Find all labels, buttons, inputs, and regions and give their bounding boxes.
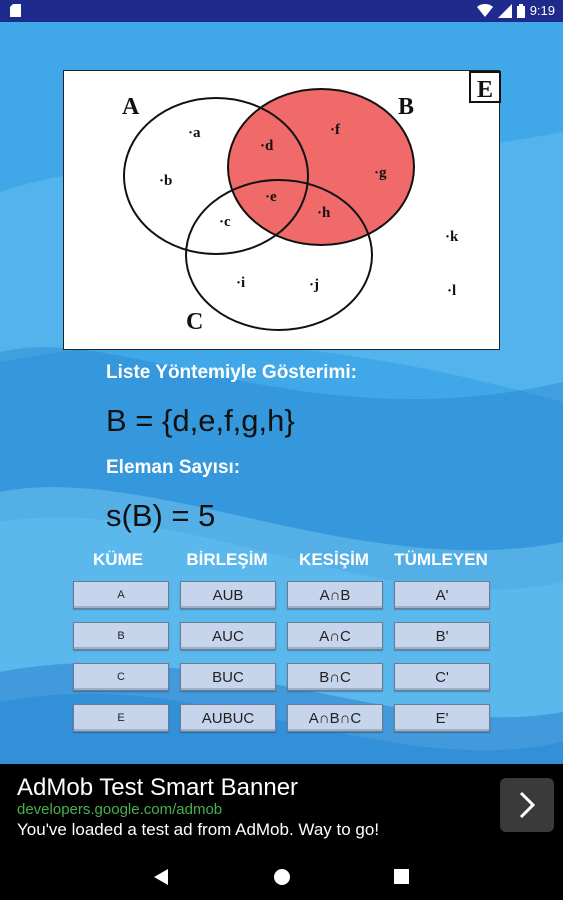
element-c: ·c	[219, 214, 231, 230]
complement-c-button[interactable]: C'	[394, 663, 490, 691]
signal-icon	[498, 4, 512, 18]
intersection-bc-button[interactable]: B∩C	[287, 663, 383, 691]
intersection-ac-button[interactable]: A∩C	[287, 622, 383, 650]
element-count-value: s(B) = 5	[106, 498, 216, 533]
battery-icon	[517, 4, 525, 18]
set-e-button[interactable]: E	[73, 704, 169, 732]
status-bar	[0, 0, 563, 22]
set-b-label: B	[398, 94, 415, 120]
element-i: ·i	[236, 275, 246, 291]
set-a-label: A	[122, 94, 140, 120]
element-d: ·d	[260, 138, 274, 154]
union-bc-button[interactable]: BUC	[180, 663, 276, 691]
column-header-kume: KÜME	[92, 550, 144, 569]
intersection-abc-button[interactable]: A∩B∩C	[287, 704, 383, 732]
ad-banner[interactable]	[0, 764, 563, 854]
ad-description: You've loaded a test ad from AdMob. Way to go!	[17, 820, 380, 839]
element-k: ·k	[445, 229, 459, 245]
list-method-heading: Liste Yöntemiyle Gösterimi:	[106, 362, 357, 383]
wifi-icon	[477, 4, 493, 18]
home-icon[interactable]	[273, 868, 291, 886]
clock: 9:19	[529, 3, 555, 18]
complement-a-button[interactable]: A'	[394, 581, 490, 609]
recents-icon[interactable]	[394, 869, 409, 884]
ad-link[interactable]: developers.google.com/admob	[17, 801, 223, 818]
universe-label: E	[477, 77, 494, 103]
chevron-right-icon	[516, 790, 538, 820]
system-icons	[477, 3, 555, 18]
union-ac-button[interactable]: AUC	[180, 622, 276, 650]
element-l: ·l	[447, 283, 457, 299]
element-h: ·h	[317, 205, 331, 221]
list-method-value: B = {d,e,f,g,h}	[106, 403, 295, 438]
column-header-kesisim: KESİŞİM	[299, 550, 369, 569]
element-b: ·b	[159, 173, 173, 189]
navigation-bar	[0, 854, 563, 900]
element-j: ·j	[309, 277, 320, 293]
ad-open-button[interactable]	[500, 778, 554, 832]
union-ab-button[interactable]: AUB	[180, 581, 276, 609]
set-c-label: C	[186, 309, 204, 335]
ad-title: AdMob Test Smart Banner	[17, 774, 299, 801]
column-header-tumleyen: TÜMLEYEN	[394, 550, 488, 569]
element-count-heading: Eleman Sayısı:	[106, 457, 241, 478]
venn-svg	[64, 71, 501, 351]
sd-card-icon	[10, 4, 21, 17]
set-b-button[interactable]: B	[73, 622, 169, 650]
complement-b-button[interactable]: B'	[394, 622, 490, 650]
complement-e-button[interactable]: E'	[394, 704, 490, 732]
element-a: ·a	[188, 125, 201, 141]
union-abc-button[interactable]: AUBUC	[180, 704, 276, 732]
element-e: ·e	[265, 189, 277, 205]
intersection-ab-button[interactable]: A∩B	[287, 581, 383, 609]
venn-diagram	[63, 70, 500, 350]
back-icon[interactable]	[153, 868, 169, 886]
set-c-button[interactable]: C	[73, 663, 169, 691]
column-header-birlesim: BİRLEŞİM	[186, 550, 268, 569]
element-f: ·f	[330, 122, 341, 138]
set-a-button[interactable]: A	[73, 581, 169, 609]
element-g: ·g	[374, 165, 387, 181]
